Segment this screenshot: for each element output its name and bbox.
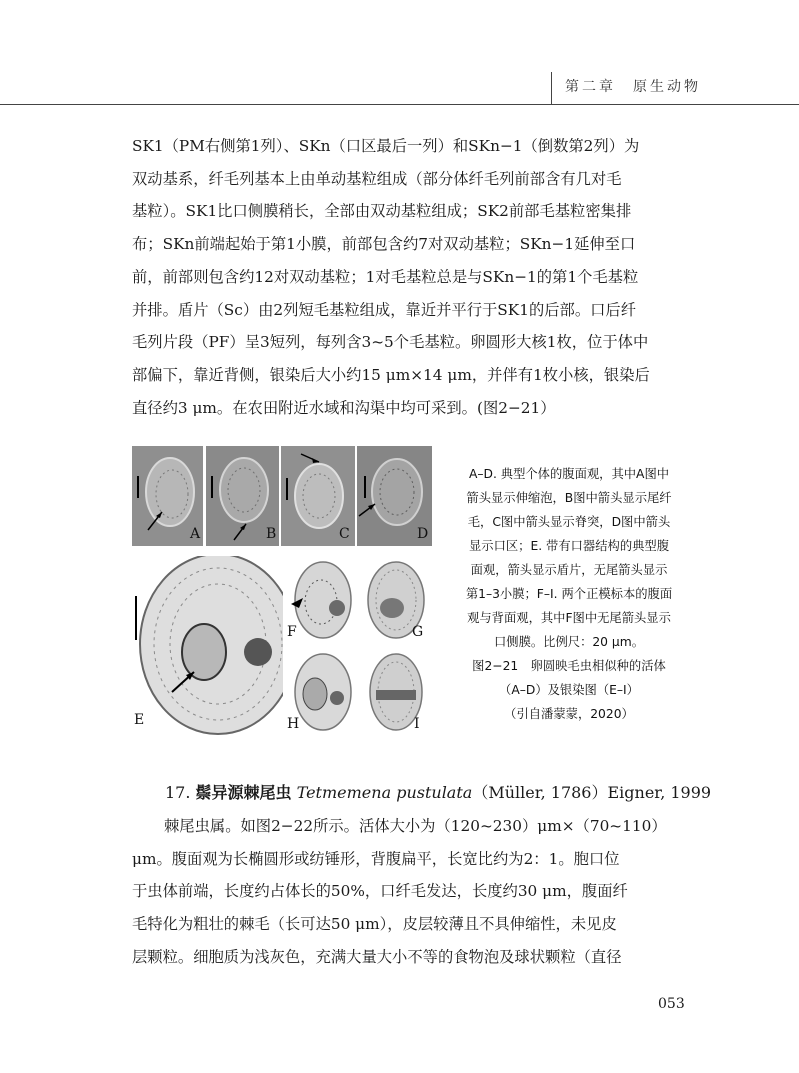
micrograph-i-image <box>358 648 432 738</box>
caption-line: A–D. 典型个体的腹面观，其中A图中 <box>468 467 670 481</box>
header-rule <box>0 104 799 105</box>
page-number: 053 <box>658 996 685 1012</box>
species-name-latin: Tetmemena pustulata <box>296 783 473 802</box>
caption-line: 第1–3小膜；F–I. 两个正模标本的腹面 <box>465 587 673 601</box>
figure-panel-g <box>358 556 432 646</box>
figure-panel-i <box>358 648 432 738</box>
figure-panel-e <box>132 556 283 736</box>
figure-title: （A–D）及银染图（E–I） <box>499 683 639 697</box>
running-header-title: 第二章 原生动物 <box>565 79 701 95</box>
panel-label: H <box>287 716 300 732</box>
species-heading <box>165 780 711 803</box>
figure-panel-d <box>357 446 432 546</box>
header-divider <box>551 72 552 104</box>
paragraph-2 <box>132 810 688 974</box>
text-line: SK1（PM右侧第1列）、SKn（口区最后一列）和SKn−1（倒数第2列）为 <box>132 137 640 155</box>
caption-line: 箭头显示伸缩泡，B图中箭头显示尾纤 <box>466 491 672 505</box>
panel-label: C <box>339 526 350 542</box>
text-line: 并排。盾片（Sc）由2列短毛基粒组成，靠近并平行于SK1的后部。口后纤 <box>132 300 637 319</box>
text-line: 毛特化为粗壮的棘毛（长可达50 μm），皮层较薄且不具伸缩性，未见皮 <box>132 915 617 934</box>
figure-panel-h <box>285 648 356 738</box>
panel-label: I <box>414 716 420 732</box>
caption-line: 面观，箭头显示盾片，无尾箭头显示 <box>470 563 668 577</box>
caption-line: 毛，C图中箭头显示脊突，D图中箭头 <box>467 515 671 529</box>
panel-label: F <box>287 624 297 640</box>
panel-label: G <box>412 624 424 640</box>
species-number: 17. <box>165 783 191 802</box>
species-name-cn: 鬃异源棘尾虫 <box>195 783 292 802</box>
text-line: 前，前部则包含约12对双动基粒；1对毛基粒总是与SKn−1的第1个毛基粒 <box>132 267 639 286</box>
text-line: 层颗粒。细胞质为浅灰色，充满大量大小不等的食物泡及球状颗粒（直径 <box>132 947 622 966</box>
caption-line: 口侧膜。比例尺：20 μm。 <box>493 635 645 649</box>
text-line: μm。腹面观为长椭圆形或纺锤形，背腹扁平，长宽比约为2：1。胞口位 <box>132 849 620 868</box>
text-line: 双动基系，纤毛列基本上由单动基粒组成（部分体纤毛列前部含有几对毛 <box>132 169 622 188</box>
figure-title: 图2−21 卵圆映毛虫相似种的活体 <box>472 659 666 673</box>
panel-label: A <box>190 526 201 542</box>
figure-panel-b <box>206 446 279 546</box>
figure-caption <box>444 462 694 726</box>
text-line: 棘尾虫属。如图2−22所示。活体大小为（120~230）μm×（70~110） <box>164 817 667 835</box>
caption-line: 观与背面观，其中F图中无尾箭头显示 <box>467 611 671 625</box>
text-line: 基粒）。SK1比口侧膜稍长，全部由双动基粒组成；SK2前部毛基粒密集排 <box>132 202 632 221</box>
figure-panel-c <box>281 446 355 546</box>
figure-panel-a <box>132 446 203 546</box>
figure-source: （引自潘蒙蒙，2020） <box>504 707 634 721</box>
text-line: 布；SKn前端起始于第1小膜，前部包含约7对双动基粒；SKn−1延伸至口 <box>132 235 636 254</box>
micrograph-e-image <box>132 556 283 736</box>
text-line: 直径约3 μm。在农田附近水域和沟渠中均可采到。(图2−21） <box>132 398 556 417</box>
text-line: 毛列片段（PF）呈3短列，每列含3~5个毛基粒。卵圆形大核1枚，位于体中 <box>132 333 649 352</box>
caption-line: 显示口区；E. 带有口器结构的典型腹 <box>468 539 670 553</box>
text-line: 部偏下，靠近背侧，银染后大小约15 μm×14 μm，并伴有1枚小核，银染后 <box>132 365 650 384</box>
panel-label: B <box>266 526 277 542</box>
paragraph-1 <box>132 130 688 424</box>
panel-label: D <box>417 526 429 542</box>
species-authority: （Müller, 1786）Eigner, 1999 <box>472 783 712 802</box>
panel-label: E <box>134 712 145 728</box>
text-line: 于虫体前端，长度约占体长的50%，口纤毛发达，长度约30 μm，腹面纤 <box>132 882 628 901</box>
figure-panel-f <box>285 556 356 646</box>
